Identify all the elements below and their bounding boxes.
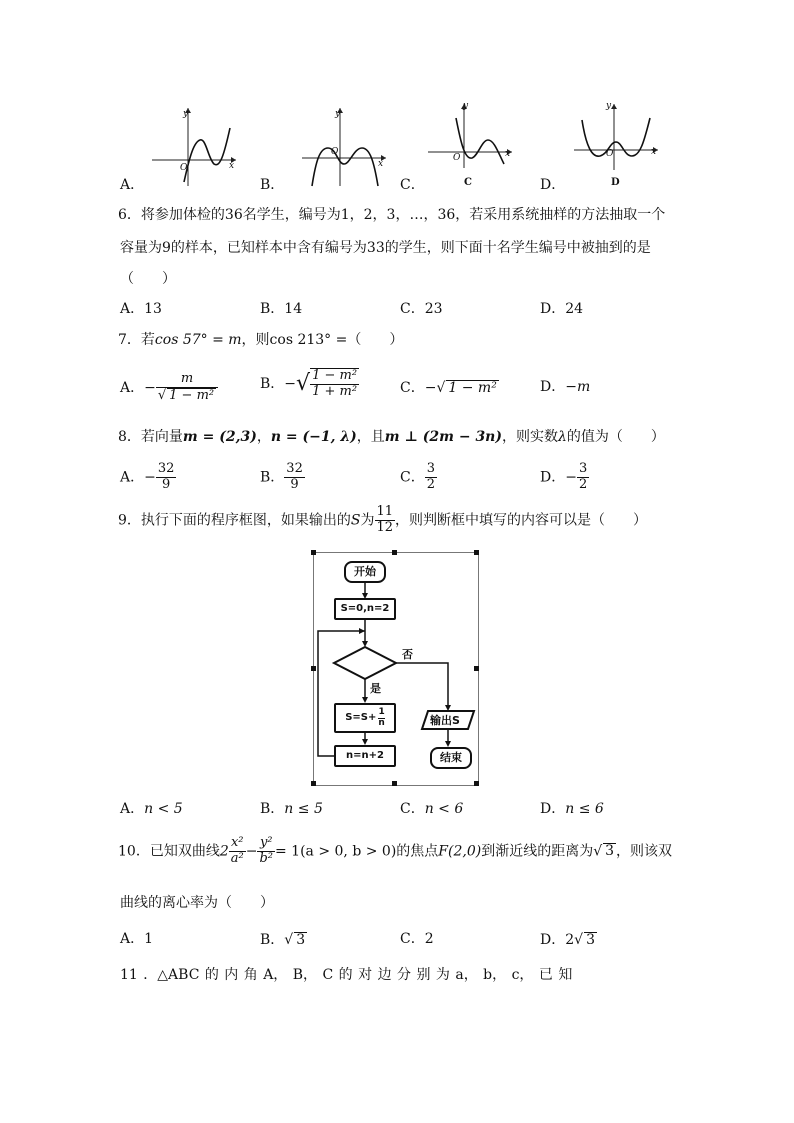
- q9-option-c: [400, 802, 463, 816]
- q7-option-b-sign: −: [284, 375, 297, 392]
- q10-y-num: y²: [257, 836, 275, 852]
- q9-option-b-label: B．: [260, 801, 285, 817]
- q8-option-a-label: A．: [120, 469, 145, 486]
- option-a-label: A．: [120, 177, 145, 193]
- graph-c: [426, 98, 518, 170]
- q9-option-d: [540, 802, 604, 816]
- q8-option-d: [540, 462, 589, 493]
- q11-stem: 11 ．△ABC 的 内 角 A， B， C 的 对 边 分 别 为 a， b， c， 已 知: [120, 967, 573, 983]
- q10-tail: ，则该双: [616, 843, 673, 860]
- graph-c-y-label: y: [463, 101, 469, 111]
- q10-option-a-value: 1: [144, 931, 154, 947]
- q9-option-a: [120, 802, 183, 816]
- q7-option-d: [540, 380, 590, 394]
- q9-option-b: [260, 802, 323, 816]
- q8-option-a-sign: −: [144, 469, 156, 486]
- q10-eq-rest: = 1(a > 0, b > 0): [275, 843, 397, 860]
- q10-sqrt3: 3: [605, 843, 615, 860]
- option-c-label: C．: [400, 177, 425, 193]
- flow-start: 开始: [344, 561, 386, 583]
- q7-option-b-den: 1 + m²: [312, 383, 358, 399]
- q9-frac-num: 11: [376, 504, 394, 519]
- q7-option-b-num: 1 − m²: [312, 368, 358, 383]
- q8-lambda: λ: [557, 429, 567, 445]
- q8-perp: m ⊥ (2m − 3n): [384, 429, 502, 445]
- q8-option-c-den: 2: [426, 476, 435, 492]
- q9-stem-s: S: [350, 512, 361, 529]
- graph-d-origin: O: [606, 149, 614, 159]
- flow-assign-den: n: [378, 717, 385, 728]
- q10-x-num: x²: [229, 836, 246, 852]
- q7-option-d-label: D．: [540, 379, 566, 395]
- q6-option-c: C．23: [400, 301, 443, 317]
- graph-a-y-label: y: [183, 109, 189, 119]
- q7-option-a-sign: −: [144, 379, 156, 396]
- resize-handle-bl[interactable]: [311, 781, 316, 786]
- graph-a-x-label: x: [229, 161, 235, 171]
- q7-stem: [118, 333, 403, 347]
- flow-yes-label: 是: [370, 682, 381, 695]
- q9-stem-is: 为: [360, 512, 375, 529]
- q8-and: ，且: [356, 429, 385, 445]
- q7-option-c-radicand: 1 − m²: [448, 380, 497, 396]
- q9-frac-den: 12: [376, 519, 394, 535]
- q6-line-1: 6．将参加体检的36名学生，编号为1，2，3，…，36，若采用系统抽样的方法抽取一个: [118, 207, 666, 223]
- q8-option-b-label: B．: [260, 469, 285, 486]
- q7-stem-prefix: 7．若: [118, 332, 155, 348]
- q8-option-c: [400, 462, 437, 493]
- q8-stem-prefix: 8．若向量: [118, 429, 183, 445]
- graph-a-origin: O: [180, 163, 188, 173]
- q8-option-c-num: 3: [426, 461, 435, 476]
- q8-suffix: ，则实数: [501, 429, 558, 445]
- q10-option-b: B．√ 3: [260, 932, 306, 948]
- q6-option-d: D．24: [540, 301, 584, 317]
- q10-dist-text: 到渐近线的距离为: [481, 843, 594, 860]
- q7-option-b: B．−√ $\frac{\text{1 − m²}}{\text{1 + m²}}$: [260, 368, 358, 399]
- q8-suffix2: 的值为（ ）: [566, 429, 665, 445]
- q7-option-b-label: B．: [260, 375, 285, 392]
- q7-stem-mid: ，则: [241, 332, 270, 348]
- graph-c-origin: O: [453, 153, 461, 163]
- q9-option-c-value: n < 6: [424, 801, 464, 817]
- q8-option-b-num: 32: [286, 461, 303, 476]
- q10-minus: −: [245, 843, 258, 860]
- resize-handle-br[interactable]: [474, 781, 479, 786]
- q8-option-a-num: 32: [157, 461, 175, 476]
- q9-option-d-label: D．: [540, 801, 566, 817]
- q9-stem-prefix: 9．执行下面的程序框图，如果输出的: [118, 512, 351, 529]
- q9-option-d-value: n ≤ 6: [565, 801, 604, 817]
- graph-d-y-label: y: [606, 101, 612, 111]
- flow-output: 输出S: [430, 714, 460, 727]
- q7-option-a-label: A．: [120, 379, 145, 396]
- q10-option-d: D．2√ 3: [540, 932, 595, 948]
- q10-option-b-label: B．: [260, 932, 285, 948]
- q6-option-a: A．13: [120, 301, 162, 317]
- graph-a: [148, 100, 240, 188]
- q8-option-d-num: 3: [578, 461, 588, 476]
- q9-stem-suffix: ，则判断框中填写的内容可以是（ ）: [395, 512, 648, 529]
- graph-b: [298, 100, 390, 188]
- q6-line-2: 容量为9的样本，已知样本中含有编号为33的学生，则下面十名学生编号中被抽到的是: [120, 240, 651, 256]
- option-d-label: D．: [540, 177, 566, 193]
- q9-option-b-value: n ≤ 5: [284, 801, 323, 817]
- q10-y-den: b²: [259, 850, 273, 866]
- q8-option-d-label: D．: [540, 469, 566, 486]
- flow-init: S=0,n=2: [334, 598, 396, 620]
- q7-option-d-value: −m: [565, 379, 591, 395]
- q6-option-b: B．14: [260, 301, 303, 317]
- graph-d-x-label: x: [651, 147, 657, 157]
- q8-option-d-den: 2: [578, 476, 588, 492]
- flow-increment: n=n+2: [334, 745, 396, 767]
- q10-stem-prefix: 10．已知双曲线: [118, 843, 220, 860]
- q9-option-c-label: C．: [400, 801, 425, 817]
- resize-handle-l[interactable]: [311, 666, 316, 671]
- q10-focus-text: 的焦点: [396, 843, 439, 860]
- q7-option-c: C．−√ 1 − m²: [400, 380, 497, 396]
- q7-option-c-label: C．: [400, 380, 425, 396]
- q10-option-d-radicand: 3: [586, 932, 595, 948]
- q8-vector-n: n = (−1, λ): [270, 429, 357, 445]
- q10-option-a-label: A．: [120, 931, 145, 947]
- option-b-label: B．: [260, 177, 285, 193]
- graph-c-caption: C: [464, 177, 472, 188]
- resize-handle-tr[interactable]: [474, 550, 479, 555]
- graph-b-y-label: y: [335, 109, 341, 119]
- q8-vector-m: m = (2,3): [182, 429, 257, 445]
- q7-option-a: A．− $\frac{m}{\text{√ 1 − m²}}$: [120, 372, 218, 404]
- graph-b-origin: O: [331, 147, 339, 157]
- graph-d: [572, 98, 662, 172]
- q7-option-a-num: m: [156, 372, 218, 388]
- graph-b-x-label: x: [378, 159, 384, 169]
- q8-option-a: [120, 462, 176, 493]
- q10-option-d-label: D．: [540, 932, 566, 948]
- flow-assign-prefix: S=S+: [345, 712, 377, 723]
- q7-option-c-sign: −: [424, 380, 437, 396]
- q10-option-c-label: C．: [400, 931, 425, 947]
- resize-handle-t[interactable]: [392, 550, 397, 555]
- q10-stem-line-2: 曲线的离心率为（ ）: [120, 895, 274, 911]
- q8-option-b-den: 9: [290, 476, 299, 492]
- flow-assign-num: 1: [378, 707, 385, 718]
- q8-option-a-den: 9: [161, 476, 171, 492]
- q9-option-a-label: A．: [120, 801, 145, 817]
- q7-stem-suffix: （ ）: [347, 332, 404, 348]
- q10-curve-name: 2: [219, 843, 229, 860]
- q8-option-b: [260, 462, 305, 493]
- flow-end: 结束: [430, 747, 472, 769]
- q10-option-c: [400, 932, 434, 946]
- graph-d-caption: D: [611, 177, 620, 188]
- graph-c-x-label: x: [505, 149, 511, 159]
- q10-stem-line-1: 10．已知双曲线2 $\frac{\text{x²}}{\text{a²}}$ − $\frac{\text{y²}}{\text{b²}}$ = 1(a > 0, b > 0)的焦点F(2,0)到渐近线的距离为√ 3 ，则该双: [118, 835, 673, 866]
- resize-handle-r[interactable]: [474, 666, 479, 671]
- q10-x-den: a²: [230, 850, 244, 866]
- flow-no-label: 否: [402, 648, 413, 661]
- q10-option-d-coef: 2: [565, 932, 575, 948]
- q10-option-c-value: 2: [424, 931, 434, 947]
- flow-assign: [334, 703, 396, 733]
- resize-handle-tl[interactable]: [311, 550, 316, 555]
- q7-stem-eq1: cos 57° = m: [154, 332, 242, 348]
- flowchart[interactable]: [313, 552, 479, 786]
- q8-option-d-sign: −: [565, 469, 577, 486]
- q10-focus: F(2,0): [438, 843, 482, 860]
- q6-line-3: （ ）: [120, 271, 176, 287]
- resize-handle-b[interactable]: [392, 781, 397, 786]
- q10-option-a: [120, 932, 153, 946]
- q9-stem: [118, 505, 647, 536]
- q8-option-c-label: C．: [400, 469, 425, 486]
- q9-option-a-value: n < 5: [144, 801, 183, 817]
- q8-stem: 8．若向量m = (2,3)，n = (−1, λ)，且m ⊥ (2m − 3n)，则实数λ的值为（ ）: [118, 429, 665, 445]
- q7-option-a-den: 1 − m²: [169, 387, 215, 403]
- q7-stem-eq2: cos 213° =: [269, 332, 348, 348]
- q10-option-b-radicand: 3: [296, 932, 306, 948]
